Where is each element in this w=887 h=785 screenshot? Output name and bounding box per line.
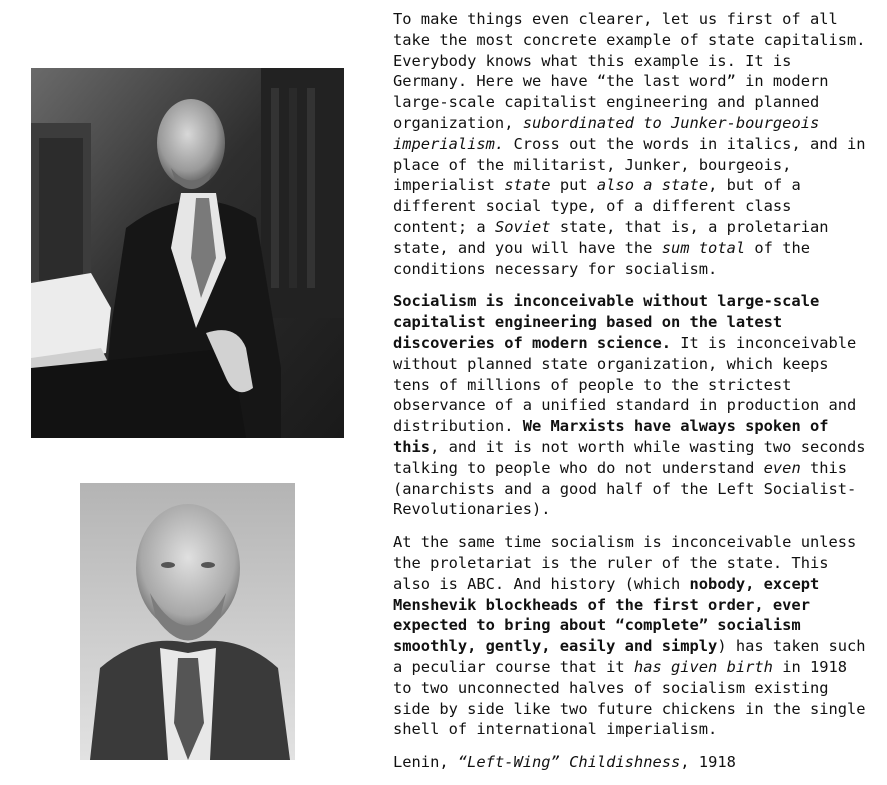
text-run: Soviet (494, 217, 551, 236)
text-run: of the conditions necessary for socialism. (393, 238, 810, 278)
text-run: We Marxists have always spoken of this (393, 417, 829, 456)
text-run: subordinated to Junker-bourgeois imperialism. (393, 113, 820, 153)
text-run: Lenin, (393, 753, 458, 772)
quote-paragraph-1 (393, 9, 873, 279)
text-run: , 1918 (680, 753, 736, 772)
text-run: ) has taken such a peculiar course that it (393, 637, 866, 676)
text-run: It is inconceivable without planned state organization, which keeps tens of millions of people to the strictest observance of a unified standard in production and distribution. (393, 333, 857, 436)
text-run: state, that is, a proletarian state, and you will have the (393, 217, 829, 257)
text-run: , and it is not worth while wasting two seconds talking to people who do not understand (393, 437, 866, 477)
portrait-photo-seated (31, 68, 344, 438)
quote-paragraph-2 (393, 291, 873, 520)
portrait-photo-headshot (80, 483, 295, 760)
text-run: Cross out the words in italics, and in place of the militarist, Junker, bourgeois, imperialist (393, 134, 866, 195)
text-run: Socialism is inconceivable without large-scale capitalist engineering based on the latest discoveries of modern science. (393, 292, 820, 352)
text-run: put (550, 176, 597, 195)
text-run: also a state (596, 176, 709, 195)
quote-text-column (393, 9, 873, 785)
text-run: state (504, 176, 551, 195)
text-run: nobody, except Menshevik blockheads of the first order, ever expected to bring about “complete” socialism smoothly, gently, easily and simply (393, 574, 820, 656)
text-run: even (763, 458, 801, 477)
quote-attribution (393, 752, 873, 773)
text-run: “Left-Wing” Childishness (457, 753, 681, 772)
text-run: has given birth (633, 657, 773, 676)
text-run: this (anarchists and a good half of the Left Socialist-Revolutionaries). (393, 458, 857, 519)
text-run: To make things even clearer, let us first of all take the most concrete example of state capitalism. Everybody knows what this example is. It is Germany. Here we have “the last word” in modern large-scale capitalist engineering and planned organization, (393, 10, 866, 132)
text-run: in 1918 to two unconnected halves of socialism existing side by side like two future chickens in the single shell of international imperialism. (393, 657, 866, 739)
text-run: sum total (661, 238, 746, 257)
text-run: , but of a different social type, of a different class content; a (393, 176, 801, 236)
text-run: At the same time socialism is inconceivable unless the proletariat is the ruler of the state. This also is ABC. And history (which (393, 533, 857, 593)
quote-paragraph-3 (393, 532, 873, 740)
